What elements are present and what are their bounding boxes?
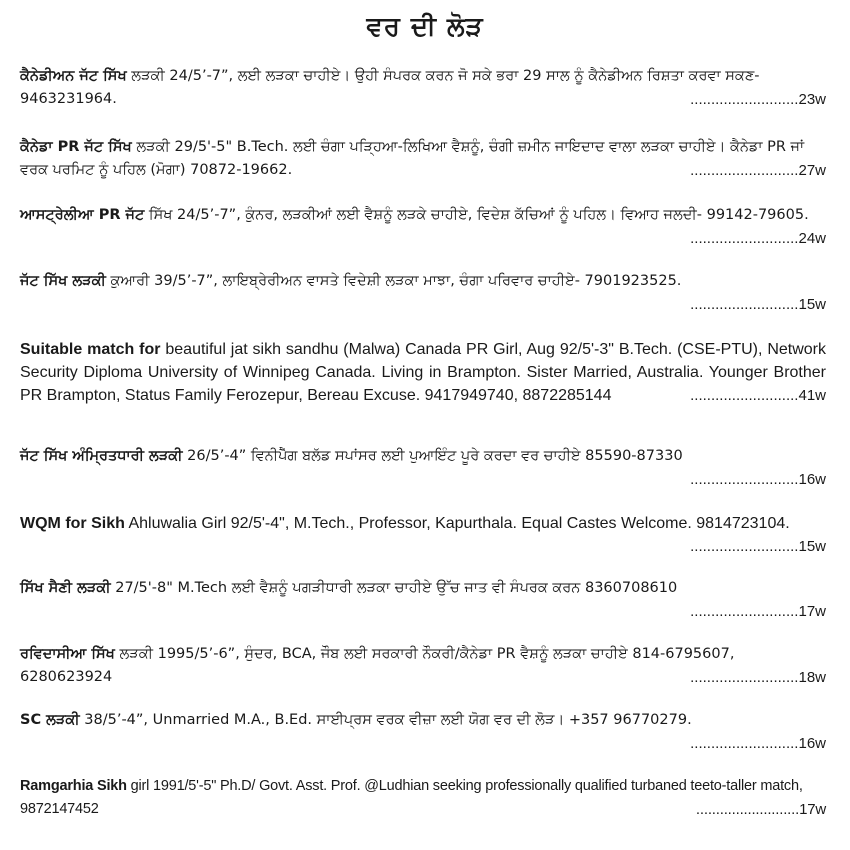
ad-body: ਲੜਕੀ 24/5’-7”, ਲਈ ਲੜਕਾ ਚਾਹੀਏ। ਉਹੀ ਸੰਪਰਕ ਕਰਨ ਜੋ ਸਕੇ ਭਰਾ 29 ਸਾਲ ਨੂੰ ਕੈਨੇਡੀਅਨ ਰਿਸ਼ਤਾ ਕਰਵਾ ਸਕਣ- 9463231964. (20, 68, 760, 107)
ad-lead: ਆਸਟ੍ਰੇਲੀਆ PR ਜੱਟ (20, 207, 145, 223)
ad-lead: ਜੱਟ ਸਿੱਖ ਅੰਮ੍ਰਿਤਧਾਰੀ ਲੜਕੀ (20, 448, 183, 464)
ad-lead: ਕੈਨੇਡਾ PR ਜੱਟ ਸਿੱਖ (20, 139, 132, 155)
ad-rate: ..........................17w (695, 801, 826, 818)
ad-lead: ਸਿੱਖ ਸੈਣੀ ਲੜਕੀ (20, 580, 111, 596)
ad-lead: SC ਲੜਕੀ (20, 712, 80, 728)
ad-body: ਕੁਆਰੀ 39/5’-7”, ਲਾਇਬ੍ਰੇਰੀਅਨ ਵਾਸਤੇ ਵਿਦੇਸ਼ੀ ਲੜਕਾ ਮਾਝਾ, ਚੰਗਾ ਪਰਿਵਾਰ ਚਾਹੀਏ- 7901923525. (105, 273, 682, 289)
ad-body: Ahluwalia Girl 92/5'-4", M.Tech., Professor, Kapurthala. Equal Castes Welcome. 9814723104. (124, 515, 790, 532)
ad-item (20, 709, 826, 755)
ad-rate: ..........................27w (690, 162, 826, 179)
ad-rate: ..........................41w (690, 387, 826, 404)
ad-body: 38/5’-4”, Unmarried M.A., B.Ed. ਸਾਈਪ੍ਰਸ ਵਰਕ ਵੀਜ਼ਾ ਲਈ ਯੋਗ ਵਰ ਦੀ ਲੋੜ। +357 96770279. (79, 712, 692, 728)
ad-lead: WQM for Sikh (20, 515, 125, 532)
ad-rate: ..........................16w (690, 471, 826, 488)
page-title: ਵਰ ਦੀ ਲੋੜ (366, 12, 484, 42)
ad-rate: ..........................17w (690, 603, 826, 620)
ad-item (20, 270, 826, 316)
ad-body: 26/5’-4” ਵਿਨੀਪੈੱਗ ਬਲੱਡ ਸਪਾਂਸਰ ਲਈ ਪੁਆਇੰਟ ਪੂਰੇ ਕਰਦਾ ਵਰ ਚਾਹੀਏ 85590-87330 (182, 448, 683, 464)
ad-item (20, 204, 826, 250)
ad-rate: ..........................15w (690, 538, 826, 555)
ad-item (20, 577, 826, 623)
ad-body: beautiful jat sikh sandhu (Malwa) Canada PR Girl, Aug 92/5'-3" B.Tech. (CSE-PTU), Network Security Diploma University of Winnipeg Canada. Living in Brampton. Sister Married, Australia. Younger Brother PR Brampton, Status Family Ferozepur, Bereau Excuse. 9417949740, 8872285144 (20, 341, 827, 404)
ad-item (20, 643, 826, 689)
ad-lead: ਰਵਿਦਾਸੀਆ ਸਿੱਖ (20, 646, 115, 662)
ad-body: ਲੜਕੀ 29/5'-5" B.Tech. ਲਈ ਚੰਗਾ ਪੜ੍ਹਿਆ-ਲਿਖਿਆ ਵੈਸ਼ਨੂੰ, ਚੰਗੀ ਜ਼ਮੀਨ ਜਾਇਦਾਦ ਵਾਲਾ ਲੜਕਾ ਚਾਹੀਏ। ਕੈਨੇਡਾ PR ਜਾਂ ਵਰਕ ਪਰਮਿਟ ਨੂੰ ਪਹਿਲ (ਮੋਗਾ) 70872-19662. (20, 139, 805, 178)
ad-body: ਲੜਕੀ 1995/5’-6”, ਸੁੰਦਰ, BCA, ਜੌਬ ਲਈ ਸਰਕਾਰੀ ਨੌਕਰੀ/ਕੈਨੇਡਾ PR ਵੈਸ਼ਨੂੰ ਲੜਕਾ ਚਾਹੀਏ 814-6795607, 6280623924 (20, 646, 735, 685)
ad-rate: ..........................16w (690, 735, 826, 752)
ad-item (20, 512, 826, 558)
ad-body: ਸਿੱਖ 24/5’-7”, ਕੁੰਨਰ, ਲੜਕੀਆਂ ਲਈ ਵੈਸ਼ਨੂੰ ਲੜਕੇ ਚਾਹੀਏ, ਵਿਦੇਸ਼ ਕੱਚਿਆਂ ਨੂੰ ਪਹਿਲ। ਵਿਆਹ ਜਲਦੀ- 99142-79605. (144, 207, 809, 223)
ad-rate: ..........................23w (690, 91, 826, 108)
ad-lead: Ramgarhia Sikh (20, 778, 127, 794)
ad-body: girl 1991/5'-5" Ph.D/ Govt. Asst. Prof. @Ludhian seeking professionally qualified turbaned teeto-taller match, 9872147452 (20, 778, 803, 817)
ad-lead: ਕੈਨੇਡੀਅਨ ਜੱਟ ਸਿੱਖ (20, 68, 127, 84)
ad-lead: ਜੱਟ ਸਿੱਖ ਲੜਕੀ (20, 273, 106, 289)
ad-rate: ..........................15w (690, 296, 826, 313)
ad-item (20, 65, 826, 111)
ad-body: 27/5'-8" M.Tech ਲਈ ਵੈਸ਼ਨੂੰ ਪਗੜੀਧਾਰੀ ਲੜਕਾ ਚਾਹੀਏ ਉੱਚ ਜਾਤ ਵੀ ਸੰਪਰਕ ਕਰਨ 8360708610 (110, 580, 678, 596)
ad-item (20, 338, 826, 407)
ad-item (20, 136, 826, 182)
ad-item (20, 775, 826, 821)
ad-lead: Suitable match for (20, 341, 161, 358)
ad-rate: ..........................18w (690, 669, 826, 686)
ad-rate: ..........................24w (690, 230, 826, 247)
ad-item (20, 445, 826, 491)
